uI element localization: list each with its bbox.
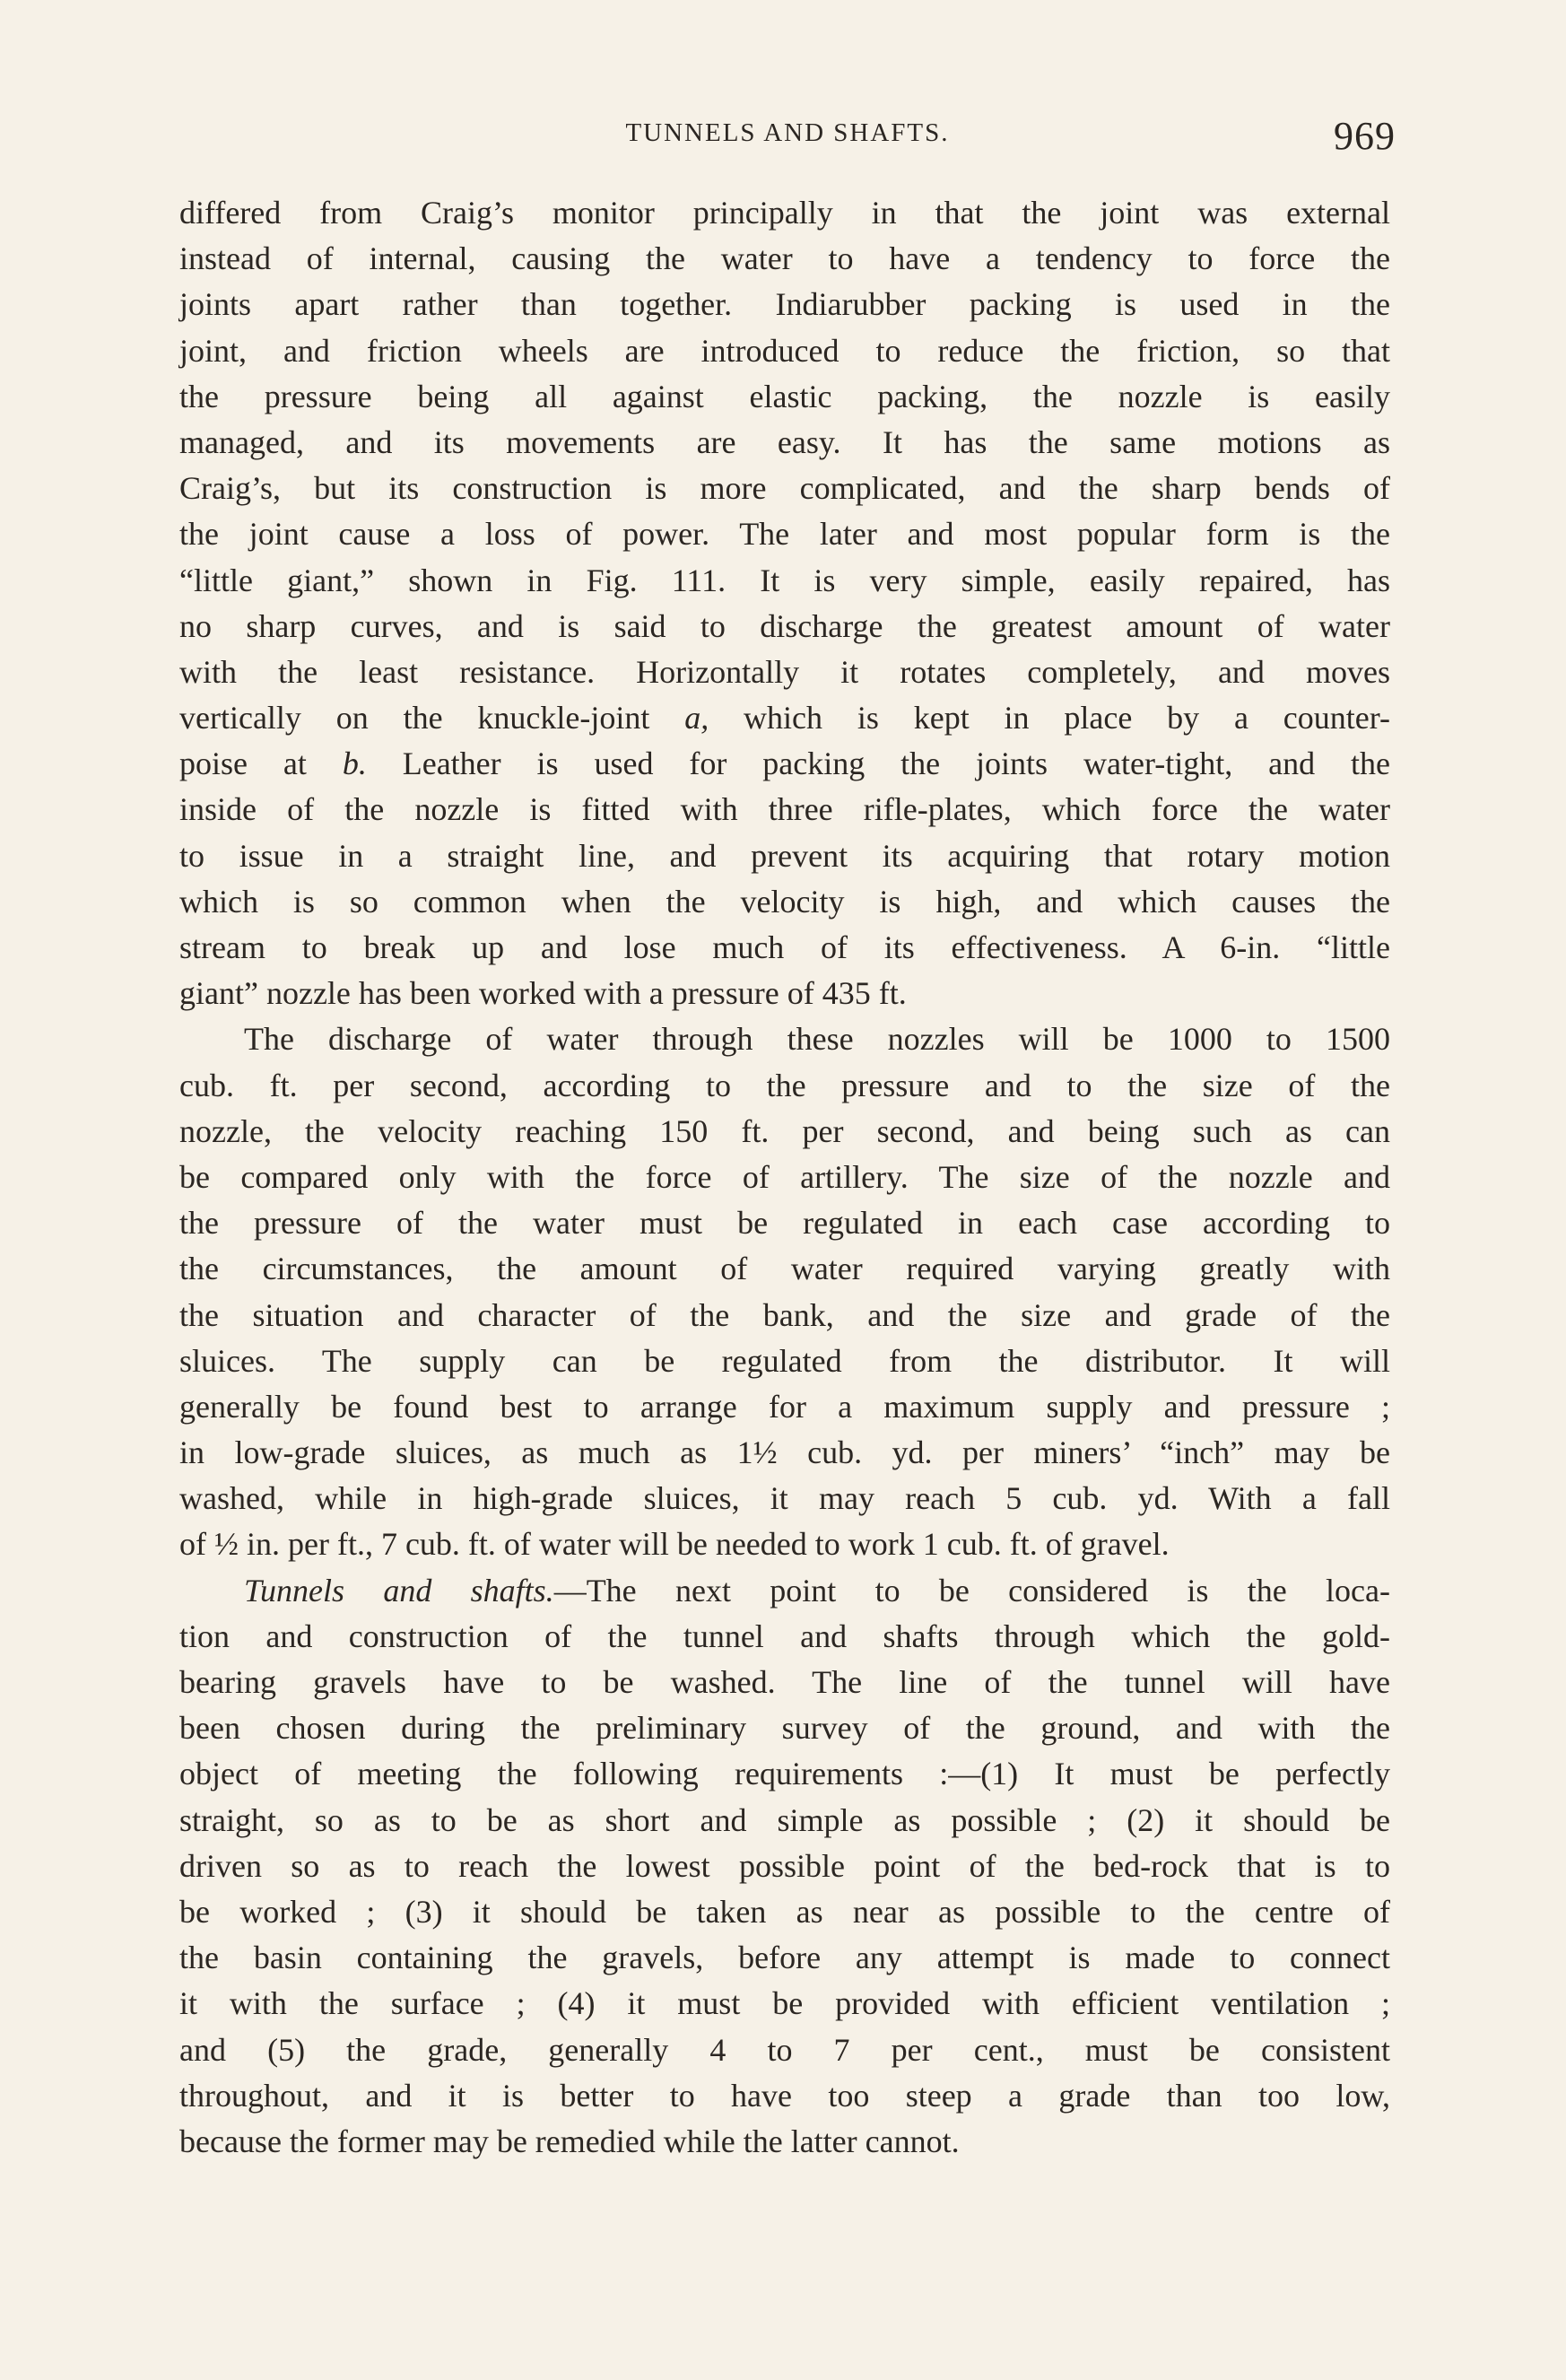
italic-letter: a,: [684, 700, 709, 737]
page-number: 969: [1334, 114, 1396, 158]
text-line: [179, 695, 1390, 741]
text-line: “little giant,” shown in Fig. 111. It is very simple, easily repaired, has: [179, 562, 1390, 598]
text-line: been chosen during the preliminary survey of the ground, and with the: [179, 1710, 1390, 1747]
text-line: cub. ft. per second, according to the pressure and to the size of the: [179, 1067, 1390, 1103]
text-line: instead of internal, causing the water to have a tendency to force the: [179, 240, 1390, 277]
text-line: joints apart rather than together. Indiarubber packing is used in the: [179, 286, 1390, 323]
text-line: inside of the nozzle is fitted with three rifle-plates, which force the water: [179, 791, 1390, 828]
text-line: joint, and friction wheels are introduced to reduce the friction, so that: [179, 332, 1390, 369]
text-line: because the former may be remedied while the latter cannot.: [179, 2123, 960, 2159]
body-text: [179, 190, 1390, 2165]
text-run: —The next point to be considered is the loca-: [553, 1572, 1390, 1608]
text-run: Leather is used for packing the joints water-tight, and the: [366, 745, 1390, 782]
text-line: nozzle, the velocity reaching 150 ft. per second, and being such as can: [179, 1112, 1390, 1149]
text-line: differed from Craig’s monitor principally in that the joint was external: [179, 195, 1390, 231]
text-line: [179, 741, 1390, 787]
text-line: which is so common when the velocity is high, and which causes the: [179, 883, 1390, 920]
text-line: the pressure being all against elastic packing, the nozzle is easily: [179, 378, 1390, 414]
text-line: sluices. The supply can be regulated from the distributor. It will: [179, 1342, 1390, 1379]
text-line: with the least resistance. Horizontally it rotates completely, and moves: [179, 653, 1390, 690]
text-run: vertically on the knuckle-joint: [179, 700, 685, 737]
text-line: object of meeting the following requirements :—(1) It must be perfectly: [179, 1756, 1390, 1792]
text-line: straight, so as to be as short and simple as possible ; (2) it should be: [179, 1801, 1390, 1838]
text-line: and (5) the grade, generally 4 to 7 per cent., must be consistent: [179, 2031, 1390, 2068]
text-line: be worked ; (3) it should be taken as near as possible to the centre of: [179, 1893, 1390, 1930]
text-line: managed, and its movements are easy. It has the same motions as: [179, 423, 1390, 460]
text-line: of ½ in. per ft., 7 cub. ft. of water will be needed to work 1 cub. ft. of gravel.: [179, 1526, 1170, 1563]
italic-letter: b.: [342, 745, 367, 782]
text-run: poise at: [179, 745, 343, 782]
text-line: tion and construction of the tunnel and shafts through which the gold-: [179, 1617, 1390, 1654]
text-line: no sharp curves, and is said to discharge the greatest amount of water: [179, 607, 1390, 644]
text-line: [179, 1568, 1390, 1614]
running-head: [179, 113, 1396, 158]
text-line: giant” nozzle has been worked with a pressure of 435 ft.: [179, 975, 907, 1012]
section-title: Tunnels and shafts.: [244, 1572, 554, 1608]
text-line: stream to break up and lose much of its effectiveness. A 6-in. “little: [179, 929, 1390, 965]
text-line: throughout, and it is better to have too steep a grade than too low,: [179, 2077, 1390, 2114]
text-line: it with the surface ; (4) it must be provided with efficient ventilation ;: [179, 1985, 1390, 2022]
text-line: washed, while in high-grade sluices, it may reach 5 cub. yd. With a fall: [179, 1480, 1390, 1517]
text-line: in low-grade sluices, as much as 1½ cub. yd. per miners’ “inch” may be: [179, 1434, 1390, 1471]
text-line: Craig’s, but its construction is more complicated, and the sharp bends of: [179, 470, 1390, 507]
text-line: be compared only with the force of artillery. The size of the nozzle and: [179, 1158, 1390, 1195]
text-line: the situation and character of the bank, and the size and grade of the: [179, 1296, 1390, 1333]
text-line: the joint cause a loss of power. The later and most popular form is the: [179, 516, 1390, 553]
text-line: driven so as to reach the lowest possible point of the bed-rock that is to: [179, 1847, 1390, 1884]
text-line: generally be found best to arrange for a maximum supply and pressure ;: [179, 1388, 1390, 1425]
running-title: TUNNELS AND SHAFTS.: [625, 118, 950, 147]
text-line: the circumstances, the amount of water required varying greatly with: [179, 1251, 1390, 1287]
text-run: which is kept in place by a counter-: [709, 700, 1390, 737]
text-line: the pressure of the water must be regulated in each case according to: [179, 1205, 1390, 1242]
text-line: bearing gravels have to be washed. The line of the tunnel will have: [179, 1664, 1390, 1700]
text-line: The discharge of water through these nozzles will be 1000 to 1500: [244, 1021, 1390, 1058]
text-line: the basin containing the gravels, before any attempt is made to connect: [179, 1940, 1390, 1976]
text-line: to issue in a straight line, and prevent its acquiring that rotary motion: [179, 837, 1390, 874]
